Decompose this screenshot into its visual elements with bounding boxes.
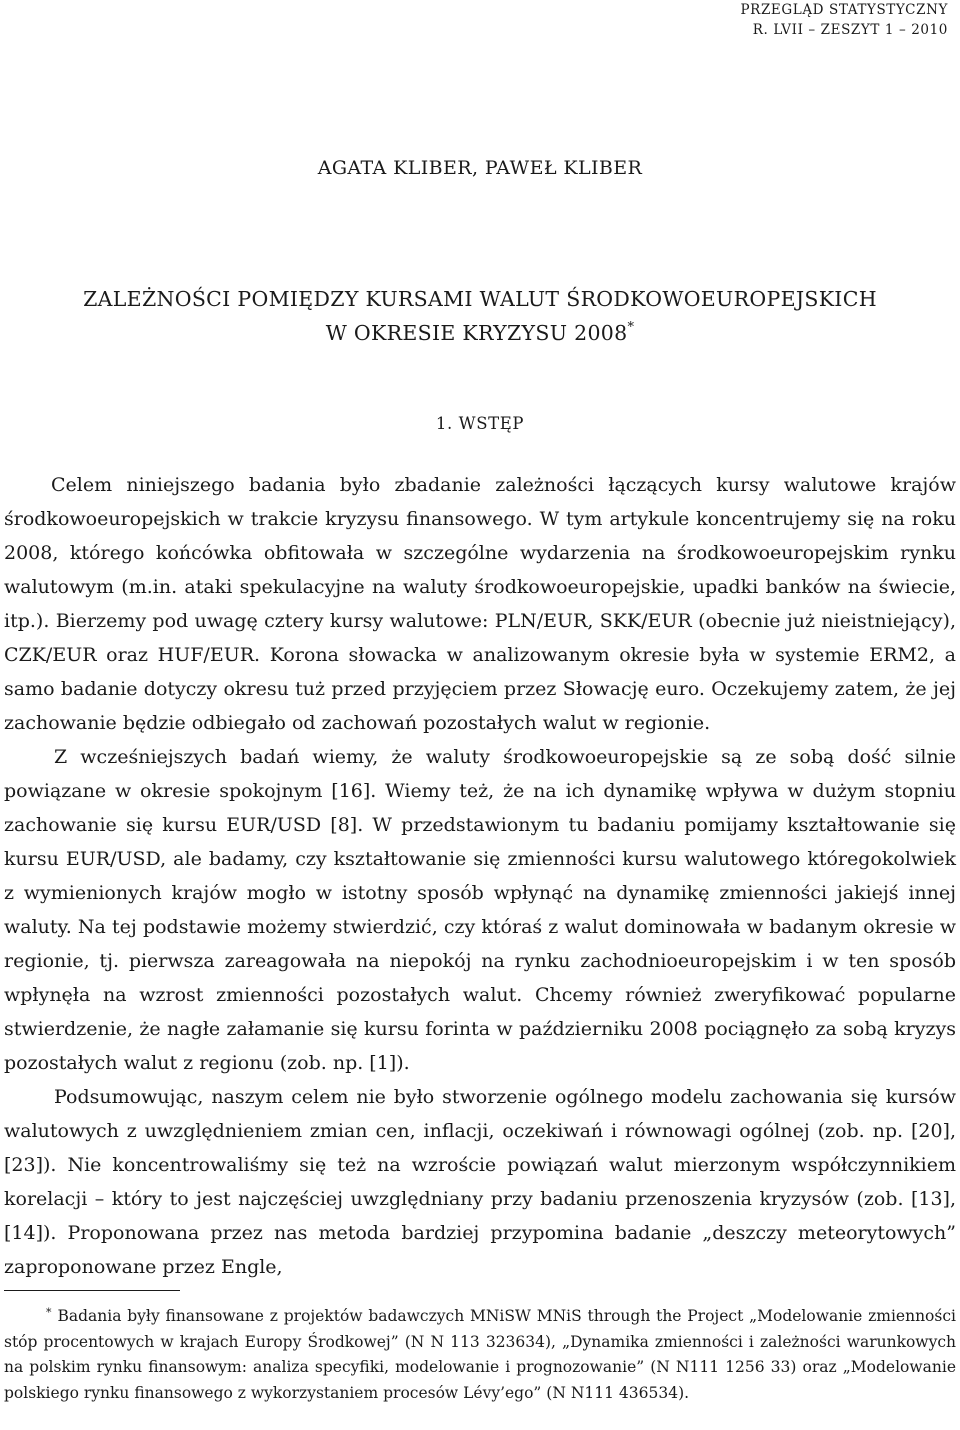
footnote-marker: * xyxy=(46,1306,52,1319)
journal-volume: R. LVII – ZESZYT 1 – 2010 xyxy=(752,22,948,38)
journal-name: PRZEGLĄD STATYSTYCZNY xyxy=(740,2,948,18)
footnote-divider xyxy=(4,1290,180,1291)
authors: AGATA KLIBER, PAWEŁ KLIBER xyxy=(317,157,643,179)
section-heading: 1. WSTĘP xyxy=(435,414,525,433)
journal-header xyxy=(741,0,949,40)
footnote-text: Badania były finansowane z projektów badawczych MNiSW MNiS through the Project „Modelowanie zmienności stóp procentowych w krajach Europy Środkowej” (N N 113 323634), „Dynamika zmienności i zależności warunkowych na polskim rynku finansowym: analiza specyfiki, modelowanie i prognozowanie” (N N111 1256 33) oraz „Modelowanie polskiego rynku finansowego z wykorzystaniem procesów Lévy’ego” (N N111 436534). xyxy=(4,1307,956,1402)
footnote-paragraph xyxy=(4,1304,956,1406)
body-text xyxy=(4,468,956,1284)
paper-title xyxy=(0,282,960,350)
paragraph-1: Celem niniejszego badania było zbadanie zależności łączących kursy walutowe krajów środkowoeuropejskich w trakcie kryzysu finansowego. W tym artykule koncentrujemy się na roku 2008, którego końcówka obfitowała w szczególne wydarzenia na środkowoeuropejskim rynku walutowym (m.in. ataki spekulacyjne na waluty środkowoeuropejskie, upadki banków na świecie, itp.). Bierzemy pod uwagę cztery kursy walutowe: PLN/EUR, SKK/EUR (obecnie już nieistniejący), CZK/EUR oraz HUF/EUR. Korona słowacka w analizowanym okresie była w systemie ERM2, a samo badanie dotyczy okresu tuż przed przyjęciem przez Słowację euro. Oczekujemy zatem, że jej zachowanie będzie odbiegało od zachowań pozostałych walut w regionie. xyxy=(4,474,956,734)
title-line-2-text: W OKRESIE KRYZYSU 2008 xyxy=(325,321,628,345)
title-line-1: ZALEŻNOŚCI POMIĘDZY KURSAMI WALUT ŚRODKOWOEUROPEJSKICH xyxy=(83,287,877,311)
paragraph-2: Z wcześniejszych badań wiemy, że waluty środkowoeuropejskie są ze sobą dość silnie powiązane w okresie spokojnym [16]. Wiemy też, że na ich dynamikę wpływa w dużym stopniu zachowanie się kursu EUR/USD [8]. W przedstawionym tu badaniu pomijamy kształtowanie się kursu EUR/USD, ale badamy, czy kształtowanie się zmienności kursu walutowego któregokolwiek z wymienionych krajów mogło w istotny sposób wpłynąć na dynamikę zmienności jakiejś innej waluty. Na tej podstawie możemy stwierdzić, czy któraś z walut dominowała w badanym okresie w regionie, tj. pierwsza zareagowała na niepokój na rynku zachodnioeuropejskim i w ten sposób wpłynęła na wzrost zmienności pozostałych walut. Chcemy również zweryfikować popularne stwierdzenie, że nagłe załamanie się kursu forinta w październiku 2008 pociągnęło za sobą kryzys pozostałych walut z regionu (zob. np. [1]). xyxy=(4,746,956,1074)
footnote xyxy=(4,1304,956,1406)
paragraph-3: Podsumowując, naszym celem nie było stworzenie ogólnego modelu zachowania się kursów walutowych z uwzględnieniem zmian cen, inflacji, oczekiwań i równowagi ogólnej (zob. np. [20], [23]). Nie koncentrowaliśmy się też na wzroście powiązań walut mierzonym współczynnikiem korelacji – który to jest najczęściej uwzględniany przy badaniu przenoszenia kryzysów (zob. [13], [14]). Proponowana przez nas metoda bardziej przypomina badanie „deszczy meteorytowych” zaproponowane przez Engle, xyxy=(4,1086,956,1278)
title-footnote-marker: * xyxy=(627,320,635,335)
title-line-2 xyxy=(0,316,960,350)
